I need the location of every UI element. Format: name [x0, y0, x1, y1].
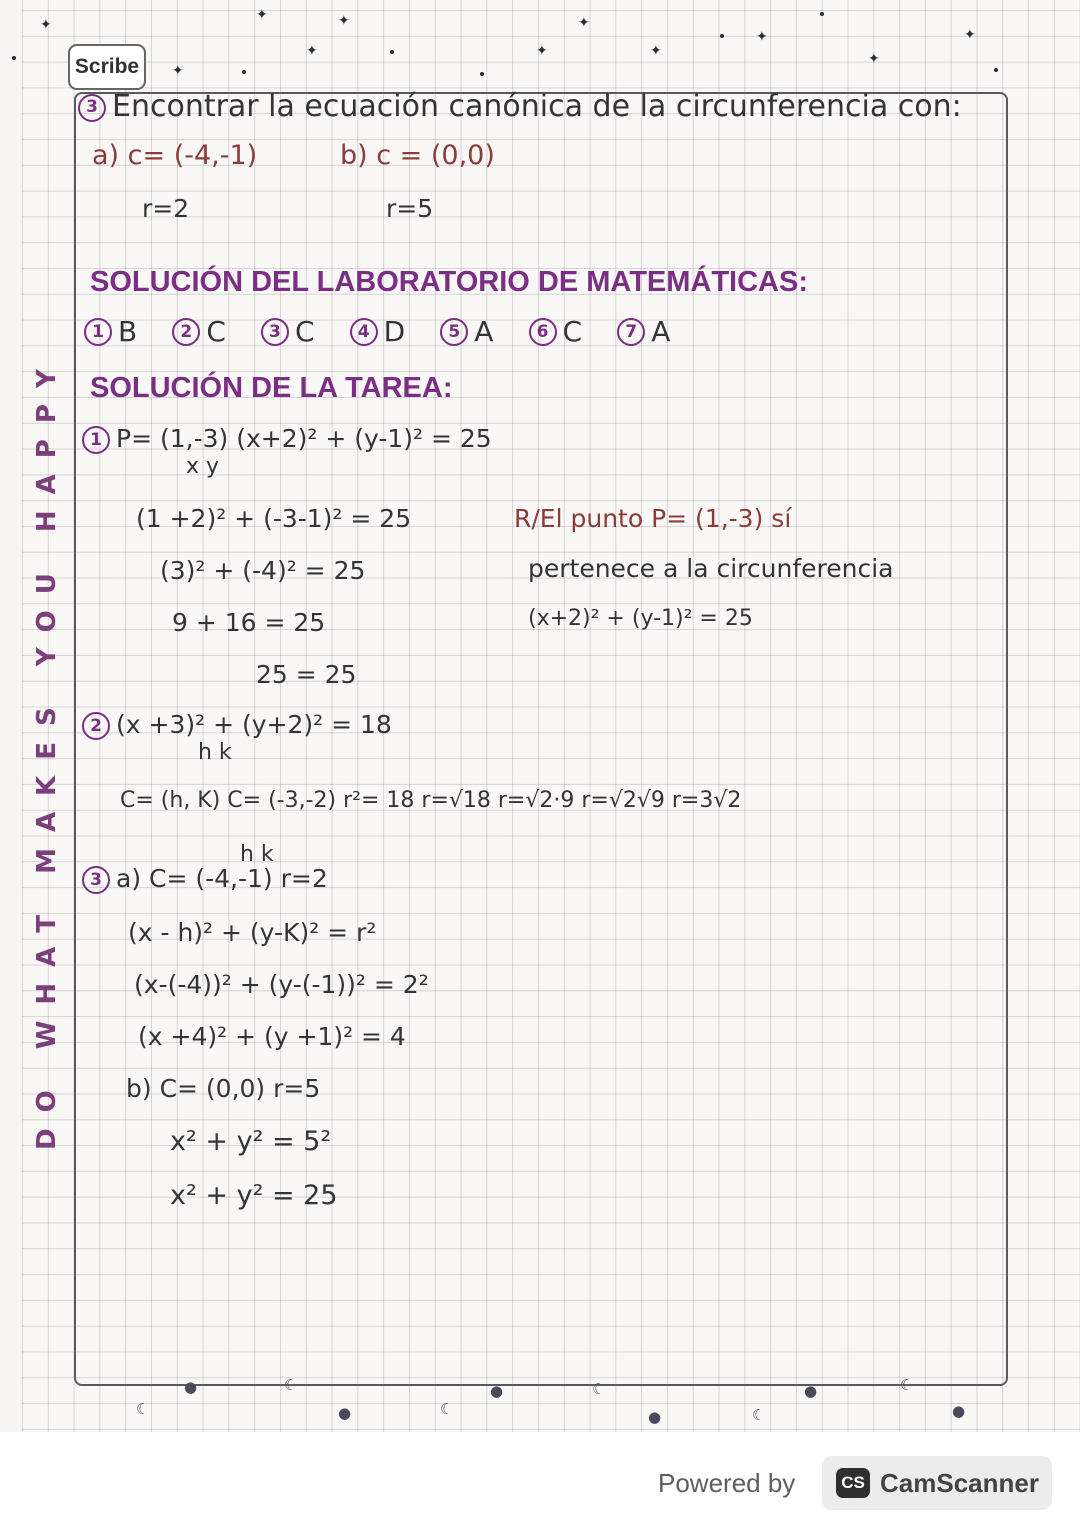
problem-2-center-radius: C= (h, K) C= (-3,-2) r²= 18 r=√18 r=√2·9 r=√2√9 r=3√2: [120, 788, 742, 813]
answer-item: 2 C: [172, 318, 226, 346]
dot-icon: [12, 56, 16, 60]
problem-1-answer-2: pertenece a la circunferencia: [528, 554, 894, 583]
number-badge: 1: [82, 426, 110, 454]
problem-1-step-4: 25 = 25: [256, 660, 357, 689]
dot-icon: [390, 50, 394, 54]
number-badge: 3: [82, 866, 110, 894]
star-icon: ✦: [172, 63, 184, 79]
problem-3-hk: h k: [240, 842, 274, 867]
lab-heading: SOLUCIÓN DEL LABORATORIO DE MATEMÁTICAS:: [90, 266, 809, 298]
drop-icon: ●: [804, 1382, 818, 1400]
number-badge: 6: [529, 318, 557, 346]
moon-icon: ☾: [440, 1400, 454, 1418]
star-icon: ✦: [338, 13, 350, 29]
number-badge: 5: [440, 318, 468, 346]
number-badge: 3: [261, 318, 289, 346]
dot-icon: [242, 70, 246, 74]
star-icon: ✦: [578, 15, 590, 31]
answer-item: 5 A: [440, 318, 493, 346]
problem-2-hk: h k: [198, 740, 232, 765]
star-icon: ✦: [650, 43, 662, 59]
problem-3a-step-2: (x-(-4))² + (y-(-1))² = 2²: [134, 970, 429, 999]
drop-icon: ●: [338, 1404, 352, 1422]
number-badge: 2: [172, 318, 200, 346]
star-icon: ✦: [536, 43, 548, 59]
camscanner-badge[interactable]: [822, 1456, 1052, 1510]
drop-icon: ●: [952, 1402, 966, 1420]
answer-item: 3 C: [261, 318, 315, 346]
number-badge: 1: [84, 318, 112, 346]
problem-3a-statement: 3 a) C= (-4,-1) r=2: [82, 866, 328, 894]
star-icon: ✦: [868, 51, 880, 67]
drop-icon: ●: [648, 1408, 662, 1426]
star-icon: ✦: [756, 29, 768, 45]
drop-icon: ●: [184, 1378, 198, 1396]
problem-1-xy: x y: [186, 454, 220, 479]
camscanner-name: CamScanner: [880, 1467, 1039, 1498]
problem-1-statement: 1 P= (1,-3) (x+2)² + (y-1)² = 25: [82, 426, 492, 454]
problem-1-step-1: (1 +2)² + (-3-1)² = 25: [136, 504, 412, 533]
star-icon: ✦: [256, 7, 268, 23]
problem-3b-statement: b) C= (0,0) r=5: [126, 1074, 321, 1103]
problem-2-equation: 2 (x +3)² + (y+2)² = 18: [82, 712, 392, 740]
brand-logo: Scribe: [68, 44, 146, 90]
drop-icon: ●: [490, 1382, 504, 1400]
task-b-center: b) c = (0,0): [340, 140, 495, 171]
answer-item: 1 B: [84, 318, 137, 346]
task-b-radius: r=5: [386, 194, 434, 223]
problem-3b-step-2: x² + y² = 25: [170, 1180, 338, 1211]
problem-1-step-3: 9 + 16 = 25: [172, 608, 326, 637]
problem-1-step-2: (3)² + (-4)² = 25: [160, 556, 366, 585]
number-badge: 7: [617, 318, 645, 346]
task-a-radius: r=2: [142, 194, 190, 223]
number-badge: 3: [78, 94, 106, 122]
star-icon: ✦: [964, 27, 976, 43]
camscanner-logo-icon: CS: [836, 1468, 870, 1498]
number-badge: 4: [350, 318, 378, 346]
dot-icon: [994, 68, 998, 72]
answer-item: 7 A: [617, 318, 670, 346]
moon-icon: ☾: [284, 1376, 298, 1394]
moon-icon: ☾: [900, 1376, 914, 1394]
lab-answers: [84, 315, 700, 348]
task-title: 3 Encontrar la ecuación canónica de la circunferencia con:: [78, 92, 962, 122]
problem-3a-step-1: (x - h)² + (y-K)² = r²: [128, 918, 377, 947]
dot-icon: [820, 12, 824, 16]
star-icon: ✦: [306, 43, 318, 59]
moon-icon: ☾: [136, 1400, 150, 1418]
problem-1-answer-1: R/El punto P= (1,-3) sí: [514, 504, 792, 533]
task-a-center: a) c= (-4,-1): [92, 140, 258, 171]
number-badge: 2: [82, 712, 110, 740]
problem-3a-step-3: (x +4)² + (y +1)² = 4: [138, 1022, 406, 1051]
dot-icon: [480, 72, 484, 76]
star-icon: ✦: [40, 17, 52, 33]
answer-item: 4 D: [350, 318, 406, 346]
problem-1-answer-3: (x+2)² + (y-1)² = 25: [528, 606, 753, 631]
side-motto: DO WHAT MAKES YOU HAPPY: [32, 353, 62, 1150]
problem-3b-step-1: x² + y² = 5²: [170, 1126, 332, 1157]
homework-heading: SOLUCIÓN DE LA TAREA:: [90, 372, 453, 404]
powered-by-text: Powered by: [658, 1468, 796, 1498]
dot-icon: [720, 34, 724, 38]
answer-item: 6 C: [529, 318, 583, 346]
moon-icon: ☾: [752, 1406, 766, 1424]
moon-icon: ☾: [592, 1380, 606, 1398]
